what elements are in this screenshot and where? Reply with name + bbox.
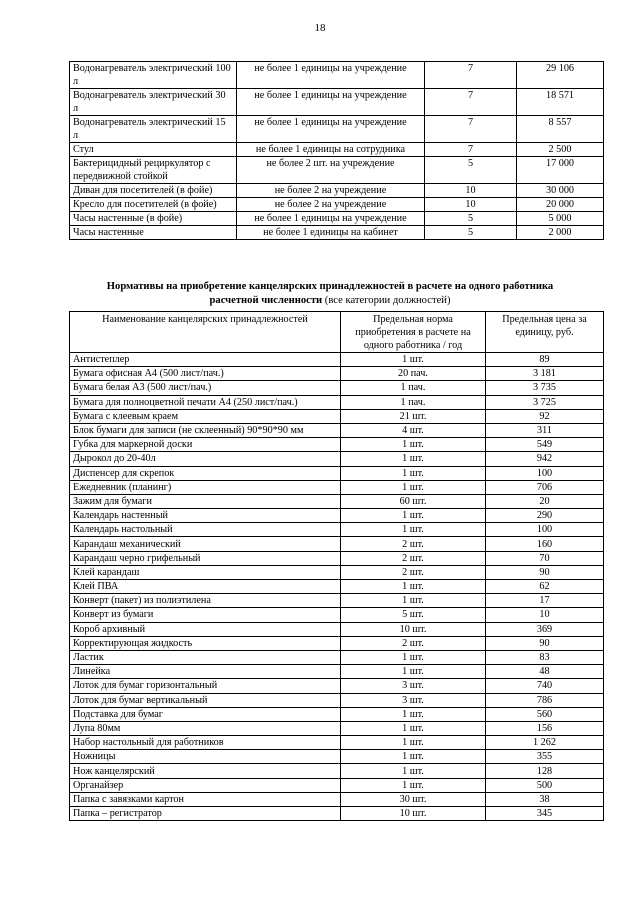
stationery-price-cell: 345 [486, 807, 604, 821]
stationery-norm-cell: 1 пач. [341, 395, 486, 409]
equipment-years-cell: 7 [425, 143, 517, 157]
stationery-price-cell: 70 [486, 551, 604, 565]
stationery-name-cell: Подставка для бумаг [70, 707, 341, 721]
stationery-row [70, 480, 604, 494]
equipment-row [70, 62, 604, 89]
stationery-norm-cell: 3 шт. [341, 679, 486, 693]
stationery-price-cell: 10 [486, 608, 604, 622]
stationery-row [70, 665, 604, 679]
stationery-name-cell: Клей карандаш [70, 565, 341, 579]
stationery-norm-cell: 1 шт. [341, 523, 486, 537]
stationery-name-cell: Зажим для бумаги [70, 494, 341, 508]
equipment-years-cell: 7 [425, 62, 517, 89]
stationery-row [70, 792, 604, 806]
stationery-norm-cell: 3 шт. [341, 693, 486, 707]
stationery-price-cell: 38 [486, 792, 604, 806]
stationery-name-cell: Клей ПВА [70, 580, 341, 594]
stationery-name-cell: Бумага с клеевым краем [70, 409, 341, 423]
stationery-price-cell: 89 [486, 353, 604, 367]
stationery-norm-cell: 1 шт. [341, 452, 486, 466]
stationery-norm-cell: 1 шт. [341, 353, 486, 367]
stationery-row [70, 509, 604, 523]
stationery-name-cell: Ножницы [70, 750, 341, 764]
stationery-row [70, 523, 604, 537]
stationery-name-cell: Диспенсер для скрепок [70, 466, 341, 480]
stationery-row [70, 466, 604, 480]
stationery-price-cell: 560 [486, 707, 604, 721]
stationery-name-cell: Лупа 80мм [70, 721, 341, 735]
stationery-row [70, 721, 604, 735]
stationery-row [70, 736, 604, 750]
stationery-row [70, 650, 604, 664]
stationery-row [70, 565, 604, 579]
stationery-norm-cell: 2 шт. [341, 565, 486, 579]
stationery-price-cell: 90 [486, 565, 604, 579]
stationery-name-cell: Лоток для бумаг вертикальный [70, 693, 341, 707]
stationery-norm-cell: 1 шт. [341, 665, 486, 679]
stationery-norm-cell: 4 шт. [341, 423, 486, 437]
equipment-price-cell: 30 000 [517, 184, 604, 198]
stationery-norm-cell: 30 шт. [341, 792, 486, 806]
stationery-row [70, 608, 604, 622]
stationery-norm-cell: 10 шт. [341, 622, 486, 636]
stationery-name-cell: Короб архивный [70, 622, 341, 636]
equipment-years-cell: 10 [425, 198, 517, 212]
stationery-row [70, 764, 604, 778]
stationery-price-cell: 160 [486, 537, 604, 551]
stationery-name-cell: Лоток для бумаг горизонтальный [70, 679, 341, 693]
equipment-name-cell: Стул [70, 143, 237, 157]
stationery-price-cell: 62 [486, 580, 604, 594]
equipment-years-cell: 7 [425, 89, 517, 116]
stationery-name-cell: Ежедневник (планинг) [70, 480, 341, 494]
equipment-norm-cell: не более 2 шт. на учреждение [237, 157, 425, 184]
stationery-price-cell: 92 [486, 409, 604, 423]
stationery-price-cell: 740 [486, 679, 604, 693]
stationery-name-cell: Нож канцелярский [70, 764, 341, 778]
stationery-row [70, 353, 604, 367]
stationery-norm-cell: 1 шт. [341, 764, 486, 778]
equipment-row [70, 89, 604, 116]
stationery-row [70, 494, 604, 508]
stationery-row [70, 693, 604, 707]
stationery-row [70, 537, 604, 551]
stationery-name-cell: Блок бумаги для записи (не склеенный) 90*90*90 мм [70, 423, 341, 437]
stationery-norms-table [69, 311, 604, 821]
stationery-name-cell: Календарь настенный [70, 509, 341, 523]
stationery-norm-cell: 2 шт. [341, 636, 486, 650]
stationery-row [70, 395, 604, 409]
equipment-price-cell: 29 106 [517, 62, 604, 89]
equipment-name-cell: Водонагреватель электрический 15 л [70, 116, 237, 143]
stationery-row [70, 679, 604, 693]
stationery-name-cell: Карандаш механический [70, 537, 341, 551]
stationery-row [70, 580, 604, 594]
equipment-price-cell: 17 000 [517, 157, 604, 184]
section-title-line-2: расчетной численности [209, 295, 323, 306]
equipment-years-cell: 7 [425, 116, 517, 143]
stationery-name-cell: Органайзер [70, 778, 341, 792]
stationery-row [70, 409, 604, 423]
stationery-row [70, 622, 604, 636]
stationery-row [70, 750, 604, 764]
stationery-header-row [70, 312, 604, 353]
equipment-name-cell: Часы настенные (в фойе) [70, 212, 237, 226]
stationery-norm-cell: 1 шт. [341, 509, 486, 523]
equipment-years-cell: 5 [425, 212, 517, 226]
equipment-norm-cell: не более 1 единицы на сотрудника [237, 143, 425, 157]
equipment-norm-cell: не более 1 единицы на учреждение [237, 116, 425, 143]
stationery-row [70, 438, 604, 452]
stationery-norm-cell: 1 шт. [341, 594, 486, 608]
stationery-price-cell: 3 735 [486, 381, 604, 395]
stationery-row [70, 423, 604, 437]
header-norm: Предельная норма приобретения в расчете на одного работника / год [341, 312, 486, 353]
stationery-row [70, 551, 604, 565]
stationery-name-cell: Конверт из бумаги [70, 608, 341, 622]
stationery-norm-cell: 2 шт. [341, 551, 486, 565]
stationery-norm-cell: 1 шт. [341, 438, 486, 452]
section-title-line-1: Нормативы на приобретение канцелярских принадлежностей в расчете на одного работника [106, 281, 554, 292]
equipment-norm-cell: не более 1 единицы на учреждение [237, 212, 425, 226]
equipment-row [70, 116, 604, 143]
stationery-norms-body [70, 353, 604, 821]
stationery-norm-cell: 1 шт. [341, 750, 486, 764]
stationery-price-cell: 100 [486, 466, 604, 480]
equipment-norms-body [70, 62, 604, 240]
stationery-norm-cell: 1 шт. [341, 466, 486, 480]
stationery-name-cell: Бумага офисная А4 (500 лист/пач.) [70, 367, 341, 381]
stationery-norm-cell: 2 шт. [341, 537, 486, 551]
equipment-row [70, 212, 604, 226]
stationery-row [70, 594, 604, 608]
equipment-row [70, 184, 604, 198]
section-title [60, 280, 600, 308]
stationery-price-cell: 48 [486, 665, 604, 679]
equipment-price-cell: 2 000 [517, 226, 604, 240]
equipment-norm-cell: не более 1 единицы на кабинет [237, 226, 425, 240]
stationery-name-cell: Ластик [70, 650, 341, 664]
equipment-name-cell: Часы настенные [70, 226, 237, 240]
equipment-norm-cell: не более 2 на учреждение [237, 184, 425, 198]
equipment-row [70, 157, 604, 184]
equipment-years-cell: 5 [425, 157, 517, 184]
equipment-price-cell: 20 000 [517, 198, 604, 212]
header-price: Предельная цена за единицу, руб. [486, 312, 604, 353]
equipment-price-cell: 8 557 [517, 116, 604, 143]
stationery-norm-cell: 1 шт. [341, 707, 486, 721]
equipment-price-cell: 2 500 [517, 143, 604, 157]
equipment-norms-table [69, 61, 604, 240]
equipment-row [70, 226, 604, 240]
stationery-norm-cell: 1 шт. [341, 650, 486, 664]
stationery-price-cell: 500 [486, 778, 604, 792]
stationery-price-cell: 83 [486, 650, 604, 664]
equipment-norm-cell: не более 1 единицы на учреждение [237, 62, 425, 89]
stationery-price-cell: 942 [486, 452, 604, 466]
equipment-years-cell: 10 [425, 184, 517, 198]
stationery-price-cell: 355 [486, 750, 604, 764]
stationery-norm-cell: 21 шт. [341, 409, 486, 423]
stationery-name-cell: Дырокол до 20-40л [70, 452, 341, 466]
stationery-price-cell: 128 [486, 764, 604, 778]
stationery-price-cell: 290 [486, 509, 604, 523]
stationery-price-cell: 786 [486, 693, 604, 707]
stationery-name-cell: Набор настольный для работников [70, 736, 341, 750]
equipment-price-cell: 18 571 [517, 89, 604, 116]
stationery-norm-cell: 1 шт. [341, 736, 486, 750]
stationery-norm-cell: 1 шт. [341, 778, 486, 792]
header-item-name: Наименование канцелярских принадлежностей [70, 312, 341, 353]
equipment-norm-cell: не более 1 единицы на учреждение [237, 89, 425, 116]
stationery-price-cell: 311 [486, 423, 604, 437]
stationery-row [70, 452, 604, 466]
stationery-norm-cell: 1 пач. [341, 381, 486, 395]
stationery-norm-cell: 1 шт. [341, 721, 486, 735]
equipment-name-cell: Диван для посетителей (в фойе) [70, 184, 237, 198]
stationery-name-cell: Губка для маркерной доски [70, 438, 341, 452]
equipment-years-cell: 5 [425, 226, 517, 240]
stationery-row [70, 367, 604, 381]
stationery-name-cell: Антистеплер [70, 353, 341, 367]
equipment-norm-cell: не более 2 на учреждение [237, 198, 425, 212]
stationery-norm-cell: 1 шт. [341, 580, 486, 594]
stationery-name-cell: Папка – регистратор [70, 807, 341, 821]
stationery-price-cell: 369 [486, 622, 604, 636]
equipment-row [70, 198, 604, 212]
stationery-price-cell: 549 [486, 438, 604, 452]
stationery-price-cell: 1 262 [486, 736, 604, 750]
stationery-row [70, 778, 604, 792]
stationery-name-cell: Конверт (пакет) из полиэтилена [70, 594, 341, 608]
stationery-name-cell: Линейка [70, 665, 341, 679]
stationery-price-cell: 706 [486, 480, 604, 494]
equipment-name-cell: Бактерицидный рециркулятор с передвижной стойкой [70, 157, 237, 184]
stationery-name-cell: Бумага белая А3 (500 лист/пач.) [70, 381, 341, 395]
stationery-name-cell: Карандаш черно грифельный [70, 551, 341, 565]
stationery-norm-cell: 1 шт. [341, 480, 486, 494]
stationery-row [70, 807, 604, 821]
equipment-name-cell: Водонагреватель электрический 100 л [70, 62, 237, 89]
stationery-price-cell: 100 [486, 523, 604, 537]
stationery-row [70, 636, 604, 650]
stationery-price-cell: 3 181 [486, 367, 604, 381]
section-title-note: (все категории должностей) [322, 295, 451, 306]
equipment-name-cell: Кресло для посетителей (в фойе) [70, 198, 237, 212]
equipment-name-cell: Водонагреватель электрический 30 л [70, 89, 237, 116]
stationery-name-cell: Папка с завязками картон [70, 792, 341, 806]
stationery-name-cell: Корректирующая жидкость [70, 636, 341, 650]
stationery-norm-cell: 60 шт. [341, 494, 486, 508]
stationery-norm-cell: 5 шт. [341, 608, 486, 622]
page-number: 18 [314, 22, 326, 34]
equipment-price-cell: 5 000 [517, 212, 604, 226]
stationery-row [70, 381, 604, 395]
stationery-price-cell: 3 725 [486, 395, 604, 409]
stationery-row [70, 707, 604, 721]
stationery-name-cell: Бумага для полноцветной печати А4 (250 лист/пач.) [70, 395, 341, 409]
stationery-price-cell: 17 [486, 594, 604, 608]
stationery-norm-cell: 20 пач. [341, 367, 486, 381]
stationery-price-cell: 20 [486, 494, 604, 508]
stationery-norm-cell: 10 шт. [341, 807, 486, 821]
stationery-price-cell: 90 [486, 636, 604, 650]
stationery-price-cell: 156 [486, 721, 604, 735]
stationery-name-cell: Календарь настольный [70, 523, 341, 537]
equipment-row [70, 143, 604, 157]
